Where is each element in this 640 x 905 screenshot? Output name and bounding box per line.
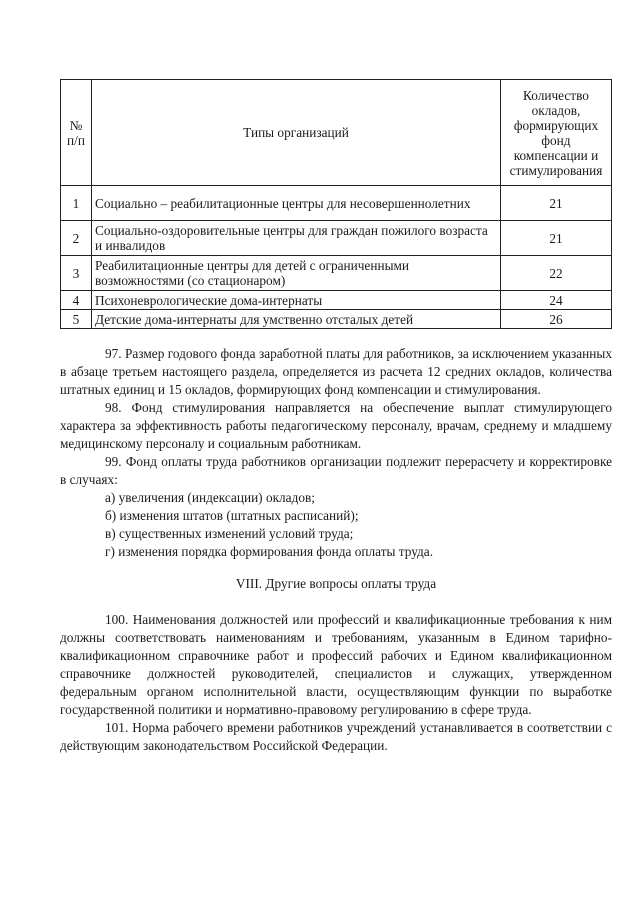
paragraph-98: 98. Фонд стимулирования направляется на обеспечение выплат стимулирующего характера за эффективность работы педагогическому персоналу, врачам, среднему и младшему медицинскому персоналу и социальным работникам. — [60, 400, 612, 451]
section-title: VIII. Другие вопросы оплаты труда — [235, 576, 437, 591]
row-salary-count: 21 — [501, 221, 612, 256]
paragraph-100: 100. Наименования должностей или профессий и квалификационные требования к ним должны соответствовать наименованиям и требованиям, указанным в Едином тарифно-квалификационном справочнике работ и профессий рабочих и Едином квалификационном справочнике должностей руководителей, специалистов и служащих, утвержденном федеральным органом исполнительной власти, осуществляющим функции по выработке государственной политики и нормативно-правовому регулированию в сфере труда. — [60, 612, 612, 717]
row-number: 5 — [61, 310, 92, 329]
document-body — [60, 345, 612, 755]
organizations-table — [60, 79, 612, 329]
paragraph-99: 99. Фонд оплаты труда работников организации подлежит перерасчету и корректировке в случаях: — [60, 454, 612, 487]
row-number: 3 — [61, 256, 92, 291]
row-number: 2 — [61, 221, 92, 256]
table-header-row — [61, 80, 612, 186]
row-organization-type: Детские дома-интернаты для умственно отсталых детей — [92, 310, 501, 329]
list-item: г) изменения порядка формирования фонда оплаты труда. — [105, 544, 434, 559]
row-salary-count: 21 — [501, 186, 612, 221]
table-row — [61, 221, 612, 256]
row-salary-count: 26 — [501, 310, 612, 329]
row-organization-type: Социально-оздоровительные центры для граждан пожилого возраста и инвалидов — [92, 221, 501, 256]
table-row — [61, 291, 612, 310]
header-organization-type: Типы организаций — [92, 80, 501, 186]
row-organization-type: Социально – реабилитационные центры для несовершеннолетних — [92, 186, 501, 221]
table-row — [61, 186, 612, 221]
header-number: № п/п — [61, 80, 92, 186]
list-item: б) изменения штатов (штатных расписаний); — [105, 508, 359, 523]
row-salary-count: 22 — [501, 256, 612, 291]
row-salary-count: 24 — [501, 291, 612, 310]
paragraph-97: 97. Размер годового фонда заработной платы для работников, за исключением указанных в абзаце третьем настоящего раздела, определяется из расчета 12 средних окладов, количества штатных единиц и 15 окладов, формирующих фонд компенсации и стимулирования. — [60, 346, 612, 397]
row-number: 4 — [61, 291, 92, 310]
row-number: 1 — [61, 186, 92, 221]
table-row — [61, 256, 612, 291]
row-organization-type: Реабилитационные центры для детей с ограниченными возможностями (со стационаром) — [92, 256, 501, 291]
row-organization-type: Психоневрологические дома-интернаты — [92, 291, 501, 310]
paragraph-101: 101. Норма рабочего времени работников учреждений устанавливается в соответствии с действующим законодательством Российской Федерации. — [60, 720, 612, 753]
table-row — [61, 310, 612, 329]
header-salary-count: Количество окладов, формирующих фонд компенсации и стимулирования — [501, 80, 612, 186]
list-item: а) увеличения (индексации) окладов; — [105, 490, 315, 505]
list-item: в) существенных изменений условий труда; — [105, 526, 354, 541]
